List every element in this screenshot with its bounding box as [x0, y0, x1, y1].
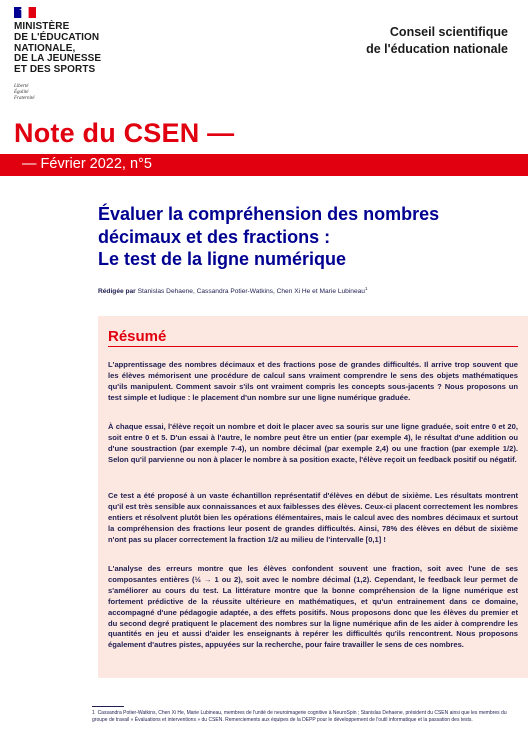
footnote-number: 1 — [92, 710, 95, 716]
title-line: décimaux et des fractions : — [98, 226, 331, 247]
summary-paragraph-1: L'apprentissage des nombres décimaux et des fractions pose de grandes difficultés. Il arrive trop souvent que les élèves mémorisent une procédure de calcul sans vraiment comprendre le sens des objets mathématiques qu'ils manipulent. Comment savoir s'ils ont vraiment compris les concepts sous-jacents ? Nous proposons un test simple et ludique : le placement d'un nombre sur une ligne numérique graduée. — [108, 360, 518, 402]
ministry-line: ET DES SPORTS — [14, 64, 96, 76]
authors-prefix: Rédigée par — [98, 288, 136, 296]
council-line: Conseil scientifique — [389, 25, 508, 39]
council-line: de l'éducation nationale — [366, 42, 508, 56]
motto-line: Fraternité — [14, 96, 35, 101]
authors-line — [98, 286, 518, 295]
footnote-ref: 1 — [364, 286, 368, 291]
title-line: Le test de la ligne numérique — [98, 249, 347, 269]
ministry-name — [14, 22, 101, 76]
issue-date: — Février 2022, n°5 — [22, 156, 152, 172]
motto-line: Égalité — [14, 90, 29, 95]
title-line: Évaluer la compréhension des nombres — [98, 204, 440, 224]
marianne-logo-icon — [14, 7, 36, 18]
authors-names: Stanislas Dehaene, Cassandra Potier-Watkins, Chen Xi He et Marie Lubineau — [137, 288, 365, 296]
page-title — [98, 203, 508, 271]
note-title: Note du CSEN — — [14, 118, 235, 148]
republic-motto — [14, 84, 35, 102]
summary-heading: Résumé — [108, 328, 167, 345]
footnote-text: Cassandra Potier-Watkins, Chen Xi He, Marie Lubineau, membres de l'unité de neuroimagerie cognitive à NeuroSpin ; Stanislas Dehaene, président du CSEN ainsi que les membres du groupe de travail « Évaluations et interventions » du CSEN. Remerciements aux équipes de la DEPP pour le développement de l'outil informatique et la passation des tests. — [92, 710, 507, 723]
ministry-line: MINISTÈRE — [14, 21, 70, 32]
footnote-divider — [92, 706, 124, 707]
summary-divider — [108, 346, 518, 347]
summary-paragraph-2: À chaque essai, l'élève reçoit un nombre et doit le placer avec sa souris sur une ligne graduée, soit entre 0 et 20, soit entre 0 et 5. D'un essai à l'autre, le nombre peut être un entier (par exemple 4), le résultat d'une addition ou d'une soustraction (par exemple 7-4), un nombre décimal (par exemple 2,4) ou une fraction (par exemple 1/2). Selon qu'il parvienne ou non à placer le nombre à sa position exacte, l'élève reçoit un feedback positif ou négatif. — [108, 422, 518, 464]
council-name — [366, 24, 508, 58]
summary-paragraph-3: Ce test a été proposé à un vaste échantillon représentatif d'élèves en début de sixième. Les résultats montrent qu'il est très sensible aux connaissances et aux faiblesses des élèves. Ceux-ci placent correctement les nombres entiers et résolvent plutôt bien les opérations élémentaires, mais le calcul avec des nombres décimaux et surtout la compréhension des fractions leur posent de grandes difficultés. Ainsi, 78% des élèves en début de sixième n'ont pas su placer correctement la fraction 1/2 au milieu de l'intervalle [0,1] ! — [108, 491, 518, 544]
summary-paragraph-4: L'analyse des erreurs montre que les élèves confondent souvent une fraction, soit avec l'une de ses composantes entières (½ → 1 ou 2), soit avec le nombre décimal (1,2). Cependant, le feedback leur permet de s'améliorer au cours du test. La littérature montre que la bonne compréhension de la ligne numérique est fortement prédictive de la réussite ultérieure en mathématiques, et qu'un entrainement dans ce domaine, accompagné d'une pédagogie adaptée, a des effets positifs. Nous proposons donc que les élèves du premier et du second degré pratiquent le placement des nombres sur la ligne numérique afin de les aider à comprendre les quantités en jeu et aussi d'aider les enseignants à repérer les difficultés qu'ils rencontrent. Nous proposons également d'autres pistes, appuyées sur la recherche, pour faire travailler le sens de ces nombres. — [108, 564, 518, 650]
motto-line: Liberté — [14, 84, 29, 89]
ministry-line: DE LA JEUNESSE — [14, 53, 102, 65]
ministry-line: NATIONALE, — [14, 42, 76, 54]
footnote — [92, 710, 517, 723]
ministry-line: DE L'ÉDUCATION — [14, 31, 100, 43]
